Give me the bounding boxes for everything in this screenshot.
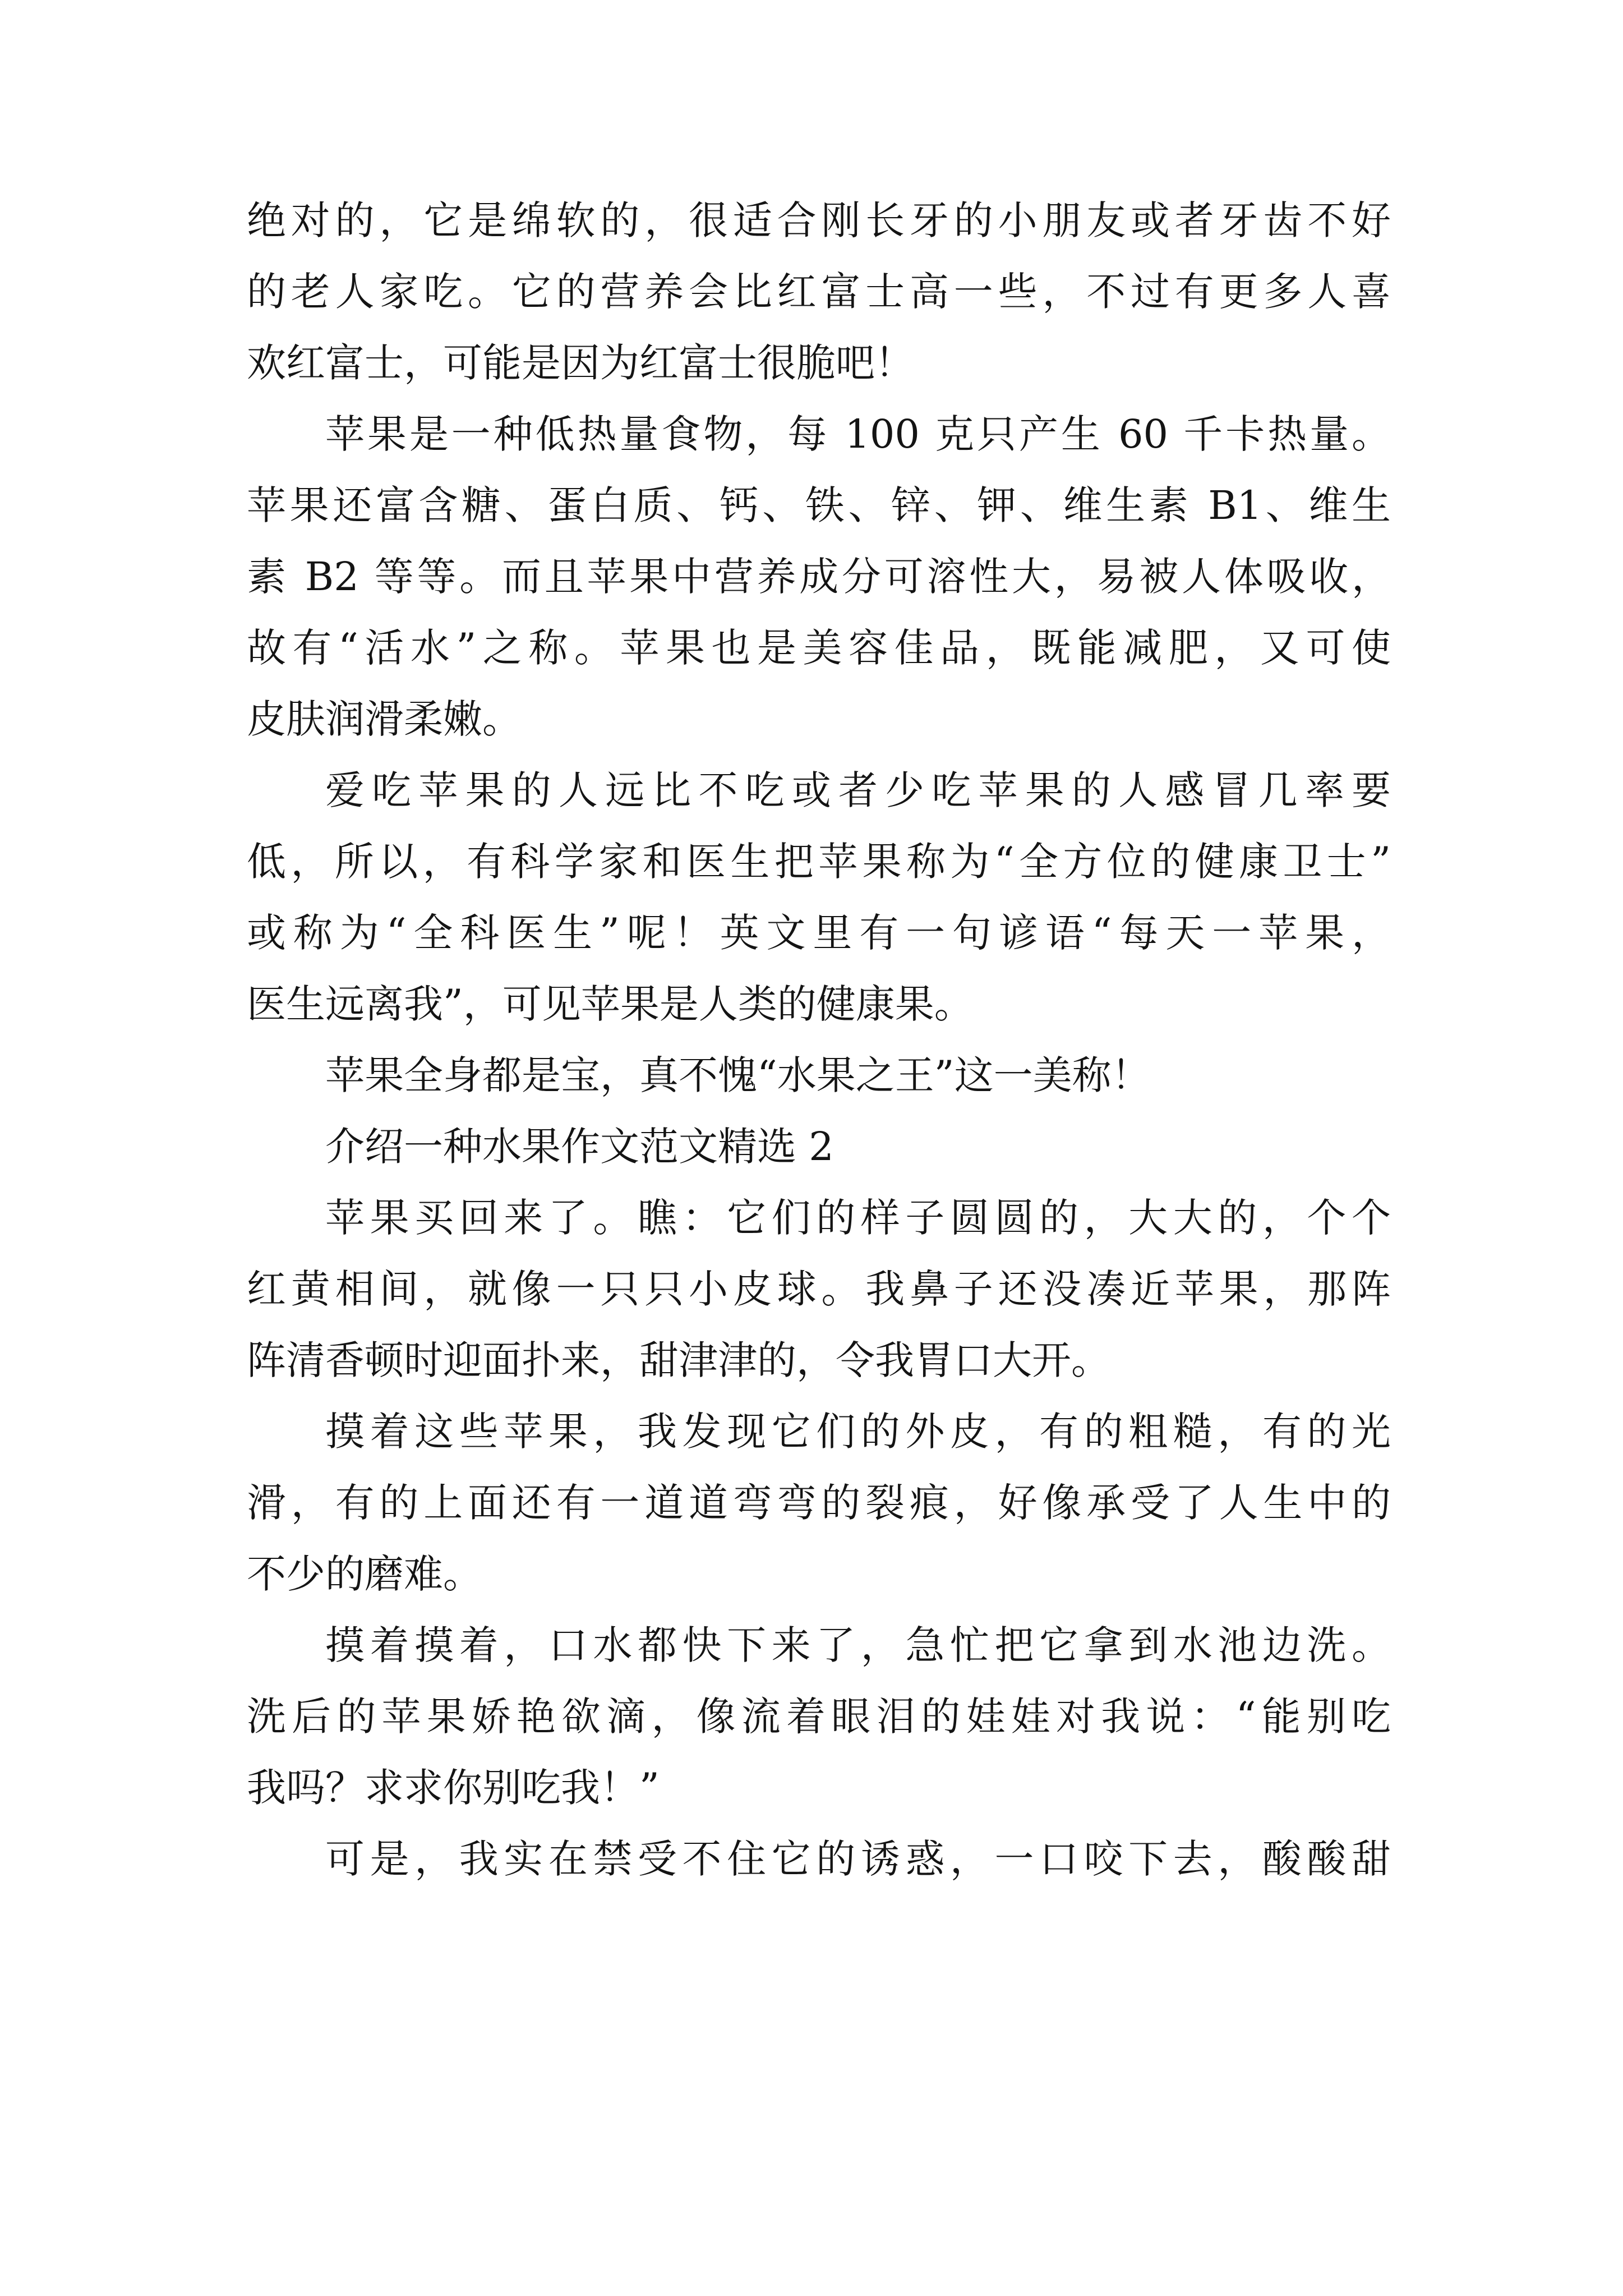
paragraph-5 bbox=[247, 1182, 1391, 1396]
text-line: 苹果还富含糖、蛋白质、钙、铁、锌、钾、维生素 B1、维生 bbox=[247, 482, 1391, 528]
text-line: 苹果买回来了。瞧：它们的样子圆圆的，大大的，个个 bbox=[325, 1195, 1391, 1241]
text-line: 医生远离我”，可见苹果是人类的健康果。 bbox=[247, 981, 974, 1027]
paragraph-1 bbox=[247, 185, 1391, 399]
text-line: 苹果是一种低热量食物，每 100 克只产生 60 千卡热量。 bbox=[325, 411, 1391, 457]
text-line: 我吗？求求你别吃我！” bbox=[247, 1765, 660, 1811]
paragraph-2 bbox=[247, 399, 1391, 755]
paragraph-4 bbox=[247, 1040, 1391, 1111]
text-line: 洗后的苹果娇艳欲滴，像流着眼泪的娃娃对我说：“能别吃 bbox=[247, 1694, 1391, 1740]
document-body bbox=[247, 185, 1391, 1895]
text-line: 或称为“全科医生”呢！英文里有一句谚语“每天一苹果， bbox=[247, 910, 1391, 956]
text-line: 滑，有的上面还有一道道弯弯的裂痕，好像承受了人生中的 bbox=[247, 1480, 1391, 1526]
paragraph-7 bbox=[247, 1610, 1391, 1824]
text-line: 苹果全身都是宝，真不愧“水果之王”这一美称！ bbox=[325, 1052, 1151, 1098]
text-line: 皮肤润滑柔嫩。 bbox=[247, 696, 522, 742]
text-line: 欢红富士，可能是因为红富士很脆吧！ bbox=[247, 340, 914, 386]
text-line: 阵清香顿时迎面扑来，甜津津的，令我胃口大开。 bbox=[247, 1337, 1110, 1383]
text-line: 可是，我实在禁受不住它的诱惑，一口咬下去，酸酸甜 bbox=[325, 1836, 1391, 1882]
text-line: 低，所以，有科学家和医生把苹果称为“全方位的健康卫士” bbox=[247, 839, 1391, 885]
text-line: 不少的磨难。 bbox=[247, 1551, 482, 1597]
paragraph-6 bbox=[247, 1396, 1391, 1610]
paragraph-8 bbox=[247, 1824, 1391, 1895]
text-line: 爱吃苹果的人远比不吃或者少吃苹果的人感冒几率要 bbox=[325, 767, 1391, 813]
text-line: 介绍一种水果作文范文精选 2 bbox=[325, 1124, 834, 1170]
text-line: 素 B2 等等。而且苹果中营养成分可溶性大，易被人体吸收， bbox=[247, 554, 1391, 600]
text-line: 摸着摸着，口水都快下来了，急忙把它拿到水池边洗。 bbox=[325, 1622, 1391, 1668]
text-line: 的老人家吃。它的营养会比红富士高一些，不过有更多人喜 bbox=[247, 269, 1391, 315]
text-line: 红黄相间，就像一只只小皮球。我鼻子还没凑近苹果，那阵 bbox=[247, 1266, 1391, 1312]
text-line: 绝对的，它是绵软的，很适合刚长牙的小朋友或者牙齿不好 bbox=[247, 197, 1391, 243]
text-line: 故有“活水”之称。苹果也是美容佳品，既能减肥，又可使 bbox=[247, 625, 1391, 671]
paragraph-3 bbox=[247, 755, 1391, 1040]
section-title bbox=[247, 1111, 1391, 1182]
text-line: 摸着这些苹果，我发现它们的外皮，有的粗糙，有的光 bbox=[325, 1409, 1391, 1455]
